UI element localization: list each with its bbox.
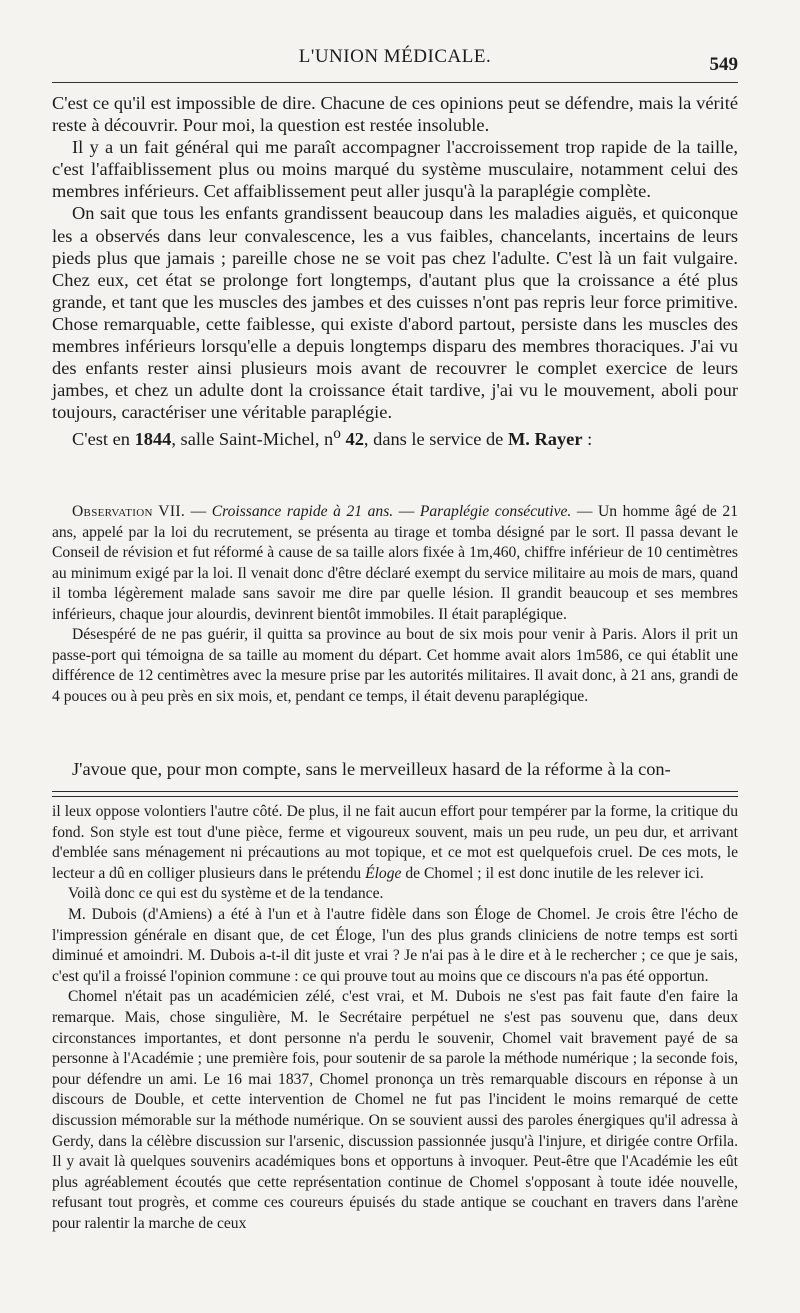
observation-paragraph: Désespéré de ne pas guérir, il quitta sa province au bout de six mois pour venir à Paris. Alors il prit un passe-port qui témoigna de sa taille au moment du départ. Cet homme avait alors 1m586, ce qui établit une différence de 12 centimètres avec la mesure prise par les autorités militaires. Il avait donc, à 21 ans, grandi de 4 pouces ou à peu près en six mois, et, pendant ce temps, il était devenu paraplégique.: [52, 626, 738, 705]
running-title: L'UNION MÉDICALE.: [298, 46, 492, 67]
observation-subtitle: Paraplégie consécutive.: [419, 503, 572, 520]
paragraph: Voilà donc ce qui est du système et de la tendance.: [68, 885, 384, 903]
feuilleton-separator: [52, 791, 738, 797]
paragraph-intro-observation: C'est en 1844, salle Saint-Michel, $n^o$ 42, dans le service de M. Rayer :: [72, 425, 593, 450]
page-number: 549: [709, 54, 738, 75]
paragraph: On sait que tous les enfants grandissent beaucoup dans les maladies aiguës, et quiconque les a observés dans leur convalescence, les a vus faibles, chancelants, incertains de leurs pieds plus que jamais ; pareille chose ne se voit pas chez l'adulte. C'est là un fait vulgaire. Chez eux, cet état se prolonge fort longtemps, d'autant plus que la croissance a été plus grande, et tant que les muscles des jambes et des cuisses n'ont pas repris leur force primitive. Chose remarquable, cette faiblesse, qui existe d'abord partout, persiste dans les muscles des membres inférieurs lorsqu'elle a depuis longtemps disparu des membres thoraciques. J'ai vu des enfants rester ainsi plusieurs mois avant de recouvrer le complet exercice de leurs jambes, et chez un adulte dont la croissance était tardive, j'ai vu le mouvement, aboli pour toujours, caractériser une véritable paraplégie.: [52, 203, 738, 423]
paragraph: il leux oppose volontiers l'autre côté. De plus, il ne fait aucun effort pour tempérer par la forme, la critique du fond. Son style est tout d'une pièce, ferme et vigoureux souvent, mais un peu rude, un peu dur, et arrivant d'emblée sans ménagement ni précautions au mot topique, et ce mot est quelquefois cruel. De ces mots, le lecteur a dû en colliger plusieurs dans le prétendu Éloge de Chomel ; il est donc inutile de les relever ici.: [52, 803, 738, 882]
main-text: [52, 92, 738, 451]
observation-paragraph: Observation VII. — Croissance rapide à 21 ans. — Paraplégie consécutive. — Un homme âgé de 21 ans, appelé par la loi du recrutement, se présenta au tirage et tomba désigné par le sort. Il passa devant le Conseil de révision et fut réformé à cause de sa taille alors fixée à 1m,460, chiffre inférieur de 10 centimètres au minimum exigé par la loi. Il venait donc d'être déclaré exempt du service militaire au mois de mars, quand il tomba légèrement malade sans savoir me dire par quelle lésion. Il grandit beaucoup et ses membres inférieurs, chaque jour alourdis, devinrent bientôt immobiles. Il était paraplégique.: [52, 503, 738, 623]
observation-label: Observation VII.: [72, 503, 186, 520]
paragraph: Il y a un fait général qui me paraît accompagner l'accroissement trop rapide de la taille, c'est l'affaiblissement plus ou moins marqué du système musculaire, notamment celui des membres inférieurs. Cet affaiblissement peut aller jusqu'à la paraplégie complète.: [52, 137, 738, 202]
main-text-continuation: J'avoue que, pour mon compte, sans le merveilleux hasard de la réforme à la con-: [72, 759, 671, 779]
page-header: [52, 44, 738, 74]
header-rule: [52, 82, 738, 83]
paragraph: Chomel n'était pas un académicien zélé, c'est vrai, et M. Dubois ne s'est pas fait faute d'en faire la remarque. Mais, chose singulière, M. le Secrétaire perpétuel ne s'est pas souvenu que, dans deux circonstances importantes, et dont personne n'a perdu le souvenir, Chomel vait bravement payé de sa personne à l'Académie ; une première fois, pour soutenir de sa parole la méthode numérique ; la seconde fois, pour défendre un ami. Le 16 mai 1837, Chomel prononça un très remarquable discours en réponse à un discours de Double, et cette intervention de Chomel ne fut pas l'incident le moins remarqué de cette discussion mémorable sur la méthode numérique. On se souvient aussi des paroles énergiques qu'il adressa à Gerdy, dans la célèbre discussion sur l'arsenic, discussion passionnée jusqu'à l'injure, et dirigée contre Orfila. Il y avait là quelques souvenirs académiques bons et opportuns à invoquer. Peut-être que l'Académie les eût plus agréablement écoutés que cette représentation continue de Chomel s'opposant à toute idée nouvelle, refusant tout progrès, et comme ces coureurs épuisés du stade antique se couchant en travers dans l'arène pour ralentir la marche de ceux: [52, 988, 738, 1232]
paragraph: M. Dubois (d'Amiens) a été à l'un et à l'autre fidèle dans son Éloge de Chomel. Je crois être l'écho de l'impression générale en disant que, de cet Éloge, l'un des plus grands cliniciens de notre temps est sorti diminué et amoindri. M. Dubois a-t-il dit juste et vrai ? Je n'ai pas à le dire et à le rechercher ; ce que je sais, c'est qu'il a froissé l'opinion commune : ce qui prouve tout au moins que ce discours n'a pas été opportun.: [52, 905, 738, 985]
feuilleton-text: [52, 802, 738, 1234]
paragraph: C'est ce qu'il est impossible de dire. Chacune de ces opinions peut se défendre, mais la vérité reste à découvrir. Pour moi, la question est restée insoluble.: [52, 93, 738, 136]
observation-block: [52, 502, 738, 707]
observation-title: Croissance rapide à 21 ans.: [211, 503, 394, 520]
